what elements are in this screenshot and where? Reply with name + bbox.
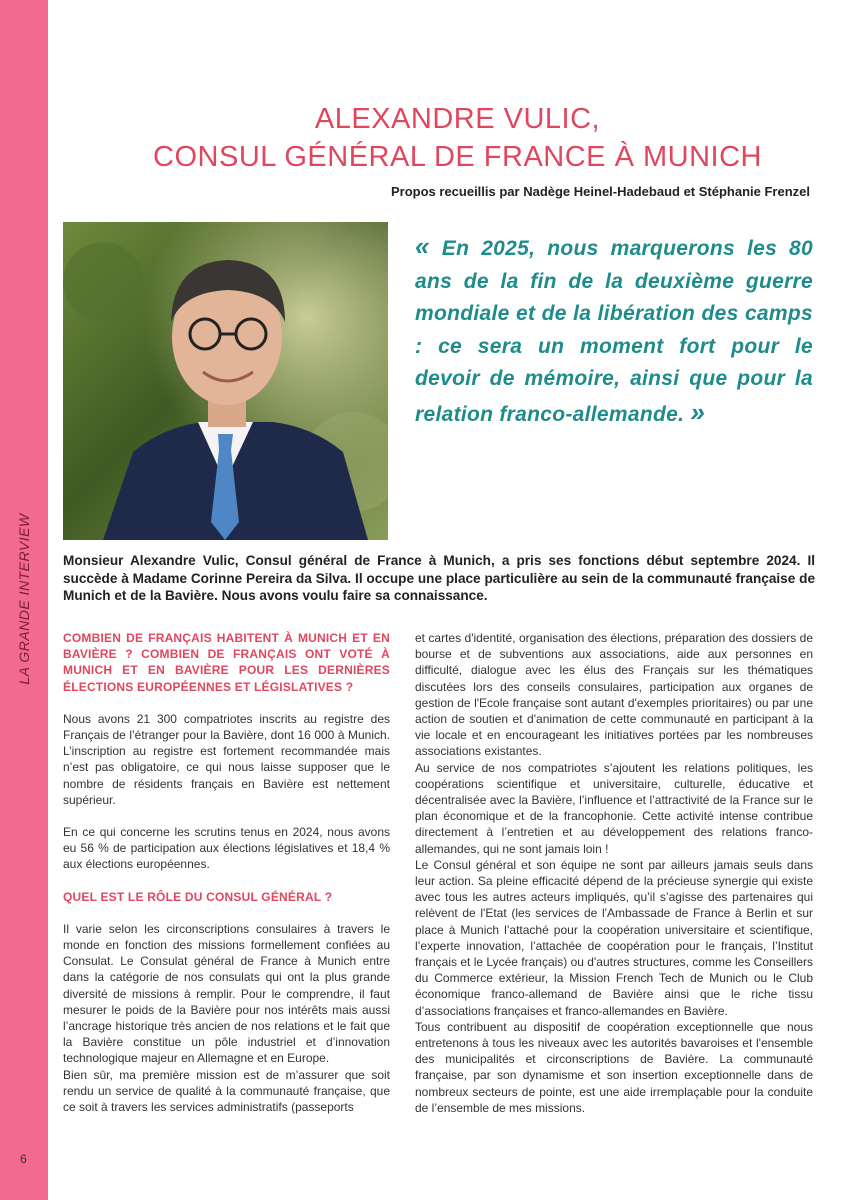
section-label: LA GRANDE INTERVIEW [16, 513, 32, 685]
right-paragraph-2: Au service de nos compatriotes s’ajoutent les relations politiques, les coopérations scientifique et universitaire, culturelle, éducative et décentralisée avec la Bavière, l’influence et l’attractivité de la France sur le plan économique et de la francophonie. Cette activité intense contribue directement à l’entretien et au développement des relations franco-allemandes, qui ne sont jamais loin ! [415, 760, 813, 856]
left-column [63, 630, 390, 1115]
page-number: 6 [20, 1152, 27, 1166]
right-paragraph-4: Tous contribuent au dispositif de coopération exceptionnelle que nous entretenons à tous les niveaux avec les autorités bavaroises et l'ensemble des municipalités et circonscriptions de Bavière. La communauté française, par son dynamisme et son insertion exceptionnelle dans de nombreux secteurs de pointe, est une aide irremplaçable pour la conduite de l’ensemble de mes missions. [415, 1019, 813, 1115]
intro-paragraph: Monsieur Alexandre Vulic, Consul général de France à Munich, a pris ses fonctions début septembre 2024. Il succède à Madame Corinne Pereira da Silva. Il occupe une place particulière au sein de la communauté française de Munich et de la Bavière. Nous avons voulu faire sa connaissance. [63, 553, 815, 603]
pull-quote [415, 230, 813, 431]
right-paragraph-1: et cartes d'identité, organisation des élections, préparation des dossiers de bourse et de subventions aux associations, aide aux personnes en difficulté, dialogue avec les élus des Français sur les thématiques discutées lors des conseils consulaires, participation aux organes de gestion de l'Ecole française sont autant d'exemples prioritaires) ou par une action de soutien et d'animation de cette communauté en participant à la vie locale et en encourageant les initiatives portées par les nombreuses associations existantes. [415, 631, 813, 759]
byline: Propos recueillis par Nadège Heinel-Hadebaud et Stéphanie Frenzel [390, 184, 810, 199]
question-1: COMBIEN DE FRANÇAIS HABITENT À MUNICH ET EN BAVIÈRE ? COMBIEN DE FRANÇAIS ONT VOTÉ À MUNICH ET EN BAVIÈRE POUR LES DERNIÈRES ÉLECTIONS EUROPÉENNES ET LÉGISLATIVES ? [63, 631, 390, 694]
answer-1-paragraph-2: En ce qui concerne les scrutins tenus en 2024, nous avons eu 56 % de participation aux élections législatives et 18,4 % aux élections européennes. [63, 825, 390, 872]
quote-text: En 2025, nous marquerons les 80 ans de la fin de la deuxième guerre mondiale et de la libération des camps : ce sera un moment fort pour le devoir de mémoire, ainsi que pour la relation franco-allemande. [415, 237, 813, 426]
answer-1-paragraph-1: Nous avons 21 300 compatriotes inscrits au registre des Français de l’étranger pour la Bavière, dont 16 000 à Munich. L’inscription au registre est fortement recommandée mais n’est pas obligatoire, ce qui nous laisse supposer que le nombre de résidents français en Bavière est nettement supérieur. [63, 711, 390, 807]
question-2: QUEL EST LE RÔLE DU CONSUL GÉNÉRAL ? [63, 889, 333, 904]
quote-open-mark: « [415, 231, 430, 261]
quote-close-mark: » [690, 396, 706, 427]
answer-2-paragraph-2: Bien sûr, ma première mission est de m’assurer que soit rendu un service de qualité à la communauté française, que ce soit à travers les services administratifs (passeports [63, 1067, 390, 1115]
title-line-1: ALEXANDRE VULIC, [314, 103, 601, 135]
article-title [60, 100, 855, 176]
title-line-2: CONSUL GÉNÉRAL DE FRANCE À MUNICH [153, 141, 762, 173]
answer-2-paragraph-1: Il varie selon les circonscriptions consulaires à travers le monde en fonction des missions formellement confiées au Consulat. Le Consulat général de France à Munich entre dans la catégorie de nos consulats qui ont la plus grande diversité de missions à remplir. Pour le comprendre, il faut mesurer le poids de la Bavière pour nos intérêts mais aussi l’ancrage historique très ancien de nos relations et le fait que la Bavière constitue un pôle industriel et d’innovation technologique majeur en Allemagne et en Europe. [63, 921, 390, 1066]
right-paragraph-3: Le Consul général et son équipe ne sont par ailleurs jamais seuls dans leur action. Sa pleine efficacité dépend de la précieuse synergie qui existe avec tous les autres acteurs impliqués, qu’il s’agisse des partenaires qui relèvent de l'Etat (les services de l'Ambassade de France à Berlin et sur place à Munich l’attaché pour la coopération universitaire et scientifique, l’experte innovation, l’attachée de coopération pour le français, l’Institut français et le Lycée français) ou d'autres structures, comme les Conseillers du Commerce extérieur, la Mission French Tech de Munich ou le Club économique franco-allemand de Bavière ainsi que le riche tissu d’associations françaises et franco-allemandes en Bavière. [415, 857, 814, 1018]
portrait-photo [63, 222, 388, 540]
portrait-illustration [63, 222, 388, 540]
right-column [415, 630, 813, 1116]
